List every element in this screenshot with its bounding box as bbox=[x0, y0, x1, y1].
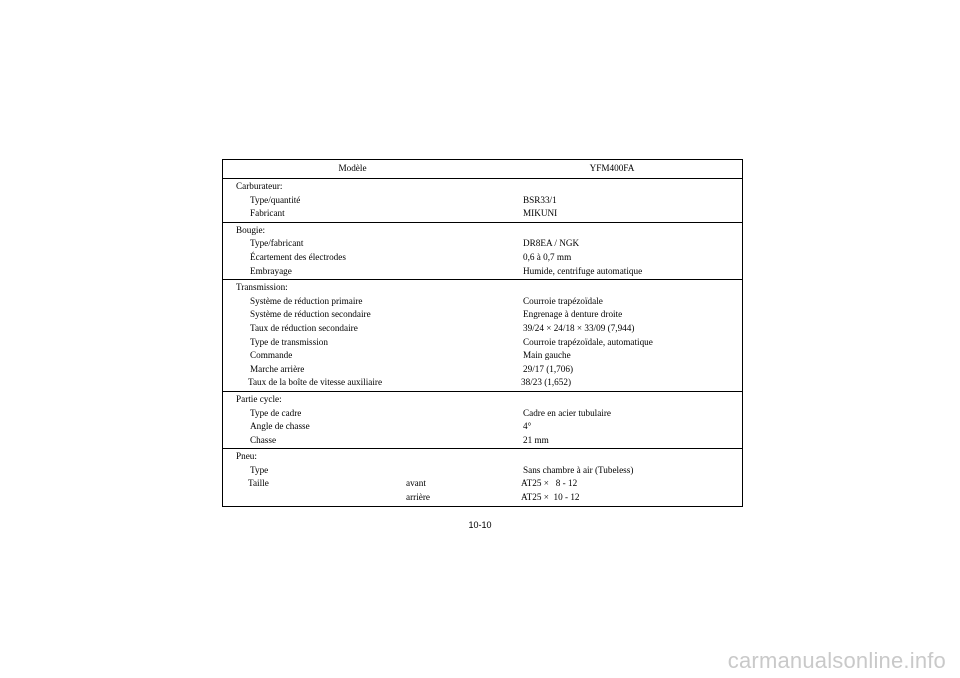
tire-size-label: Taille bbox=[248, 478, 269, 489]
row-value: Sans chambre à air (Tubeless) bbox=[523, 464, 634, 475]
section-spark-plug bbox=[223, 223, 742, 280]
table-row bbox=[223, 194, 742, 208]
row-value: 21 mm bbox=[523, 434, 549, 445]
row-value: 0,6 à 0,7 mm bbox=[523, 251, 572, 262]
watermark: carmanualsonline.info bbox=[727, 648, 946, 673]
table-row bbox=[223, 407, 742, 421]
table-row bbox=[223, 420, 742, 434]
row-value: Main gauche bbox=[523, 350, 571, 361]
row-label: Marche arrière bbox=[250, 363, 305, 374]
table-row bbox=[223, 237, 742, 251]
section-title: Partie cycle: bbox=[236, 393, 282, 404]
row-value: Cadre en acier tubulaire bbox=[523, 407, 611, 418]
tire-rear-value: AT25 × 10 - 12 bbox=[521, 492, 580, 503]
row-label: Taux de réduction secondaire bbox=[250, 322, 358, 333]
section-chassis bbox=[223, 392, 742, 449]
row-label: Type/quantité bbox=[250, 194, 301, 205]
spec-table bbox=[222, 159, 743, 507]
table-row bbox=[223, 491, 742, 505]
table-row bbox=[223, 464, 742, 478]
row-value: 38/23 (1,652) bbox=[521, 377, 572, 388]
table-row bbox=[223, 322, 742, 336]
section-title: Carburateur: bbox=[236, 181, 283, 191]
row-label: Angle de chasse bbox=[250, 421, 310, 432]
tire-front-label: avant bbox=[406, 478, 426, 489]
row-value: DR8EA / NGK bbox=[523, 238, 580, 249]
table-row bbox=[223, 207, 742, 221]
row-label: Type bbox=[250, 464, 269, 475]
row-value: Humide, centrifuge automatique bbox=[523, 265, 643, 276]
row-label: Fabricant bbox=[250, 208, 285, 219]
table-row bbox=[223, 265, 742, 279]
row-label: Taux de la boîte de vitesse auxiliaire bbox=[248, 377, 383, 388]
section-title: Transmission: bbox=[236, 282, 288, 293]
header-model: Modèle bbox=[338, 163, 367, 174]
table-row bbox=[223, 336, 742, 350]
section-title: Bougie: bbox=[236, 224, 266, 235]
table-row bbox=[223, 295, 742, 309]
row-value: 29/17 (1,706) bbox=[523, 363, 574, 374]
row-label: Type/fabricant bbox=[250, 238, 304, 249]
section-transmission bbox=[223, 280, 742, 392]
table-row bbox=[223, 434, 742, 448]
table-row bbox=[223, 376, 742, 390]
tire-rear-label: arrière bbox=[406, 492, 430, 503]
table-row bbox=[223, 251, 742, 265]
row-value: Engrenage à denture droite bbox=[523, 309, 623, 320]
row-value: 4° bbox=[523, 421, 532, 432]
row-label: Système de réduction primaire bbox=[250, 295, 363, 306]
table-row bbox=[223, 349, 742, 363]
row-label: Chasse bbox=[250, 434, 277, 445]
table-header bbox=[223, 160, 742, 179]
row-value: MIKUNI bbox=[523, 208, 558, 219]
table-row bbox=[223, 477, 742, 491]
row-value: BSR33/1 bbox=[523, 194, 557, 205]
row-label: Écartement des électrodes bbox=[250, 251, 346, 262]
row-label: Type de cadre bbox=[250, 407, 302, 418]
row-label: Commande bbox=[250, 350, 293, 361]
row-label: Système de réduction secondaire bbox=[250, 309, 371, 320]
section-carburetor bbox=[223, 179, 742, 223]
table-row bbox=[223, 308, 742, 322]
row-label: Type de transmission bbox=[250, 336, 328, 347]
tire-front-value: AT25 × 8 - 12 bbox=[521, 478, 578, 489]
row-value: Courroie trapézoïdale, automatique bbox=[523, 336, 653, 347]
section-tire bbox=[223, 449, 742, 505]
header-model-value: YFM400FA bbox=[589, 163, 635, 174]
table-row bbox=[223, 363, 742, 377]
row-value: Courroie trapézoïdale bbox=[523, 295, 603, 306]
section-title: Pneu: bbox=[236, 451, 257, 462]
row-value: 39/24 × 24/18 × 33/09 (7,944) bbox=[523, 322, 635, 333]
page-number: 10-10 bbox=[468, 520, 492, 530]
row-label: Embrayage bbox=[250, 265, 292, 276]
